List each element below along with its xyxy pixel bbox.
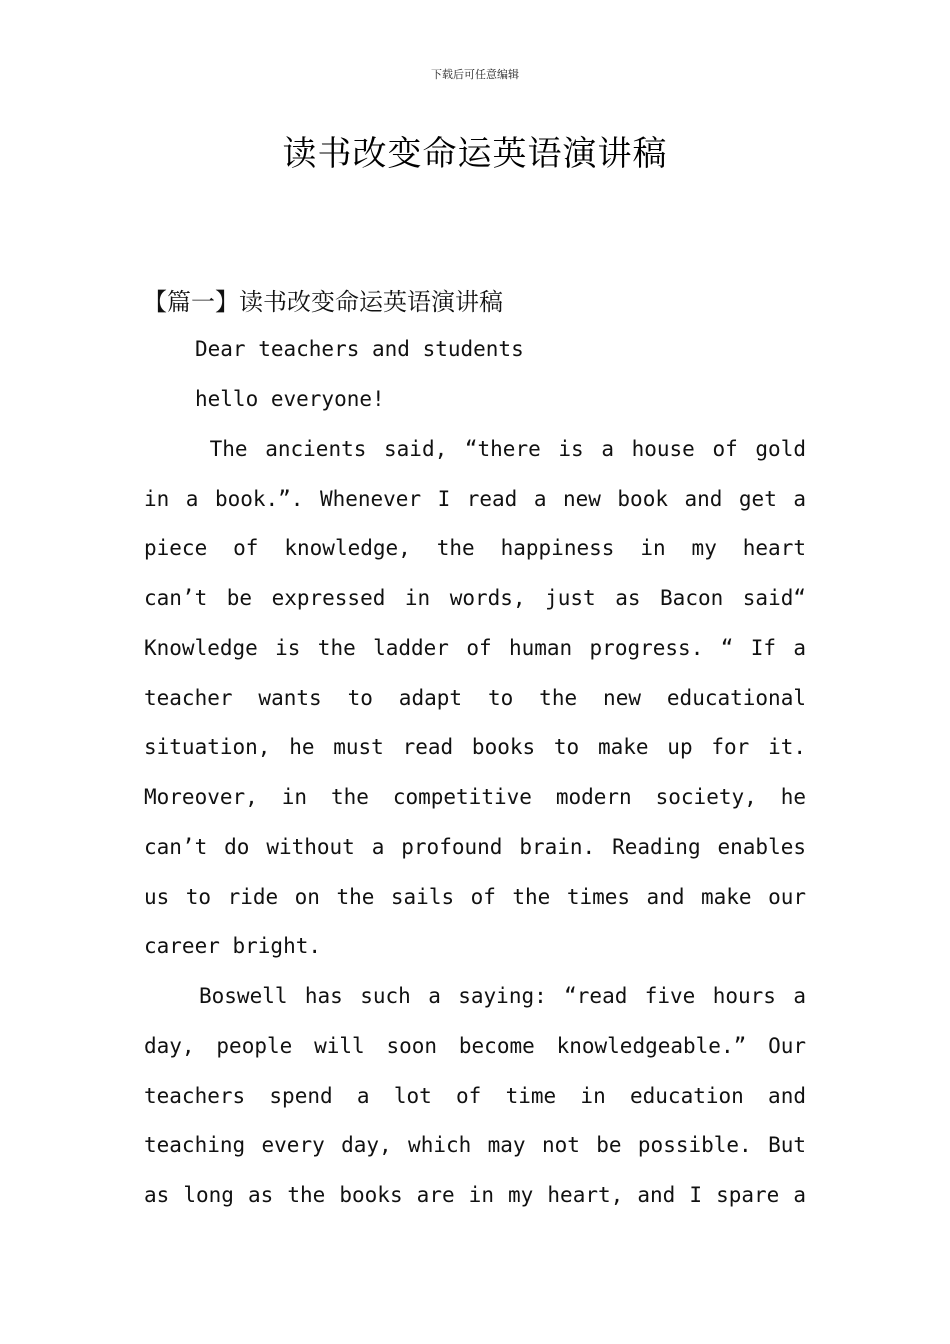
body-line: Boswell has such a saying: “read five hours a (199, 984, 806, 1008)
body-line: can’t do without a profound brain. Reading enables (144, 835, 806, 859)
header-note: 下载后可任意编辑 (431, 68, 519, 81)
section-heading: 【篇一】读书改变命运英语演讲稿 (143, 288, 503, 316)
body-line: in a book.”. Whenever I read a new book and get a (144, 487, 806, 511)
body-line: us to ride on the sails of the times and make our (144, 885, 806, 909)
body-line: teaching every day, which may not be possible. But (144, 1133, 806, 1157)
page-title: 读书改变命运英语演讲稿 (282, 134, 668, 174)
body-line: as long as the books are in my heart, and I spare a (144, 1183, 806, 1207)
body-line: Moreover, in the competitive modern society, he (144, 785, 806, 809)
body-line: situation, he must read books to make up for it. (144, 735, 806, 759)
body-line: teacher wants to adapt to the new educational (144, 686, 806, 710)
body-line: piece of knowledge, the happiness in my heart (144, 536, 806, 560)
body-line: The ancients said, “there is a house of gold (192, 437, 806, 461)
body-line: career bright. (144, 934, 322, 958)
body-line: Knowledge is the ladder of human progress. “ If a (144, 636, 806, 660)
body-line: day, people will soon become knowledgeable.” Our (144, 1034, 806, 1058)
body-line: can’t be expressed in words, just as Bacon said“ (144, 586, 806, 610)
body-line: Dear teachers and students (195, 337, 524, 361)
body-line: teachers spend a lot of time in education and (144, 1084, 806, 1108)
body-line: hello everyone! (195, 387, 385, 411)
